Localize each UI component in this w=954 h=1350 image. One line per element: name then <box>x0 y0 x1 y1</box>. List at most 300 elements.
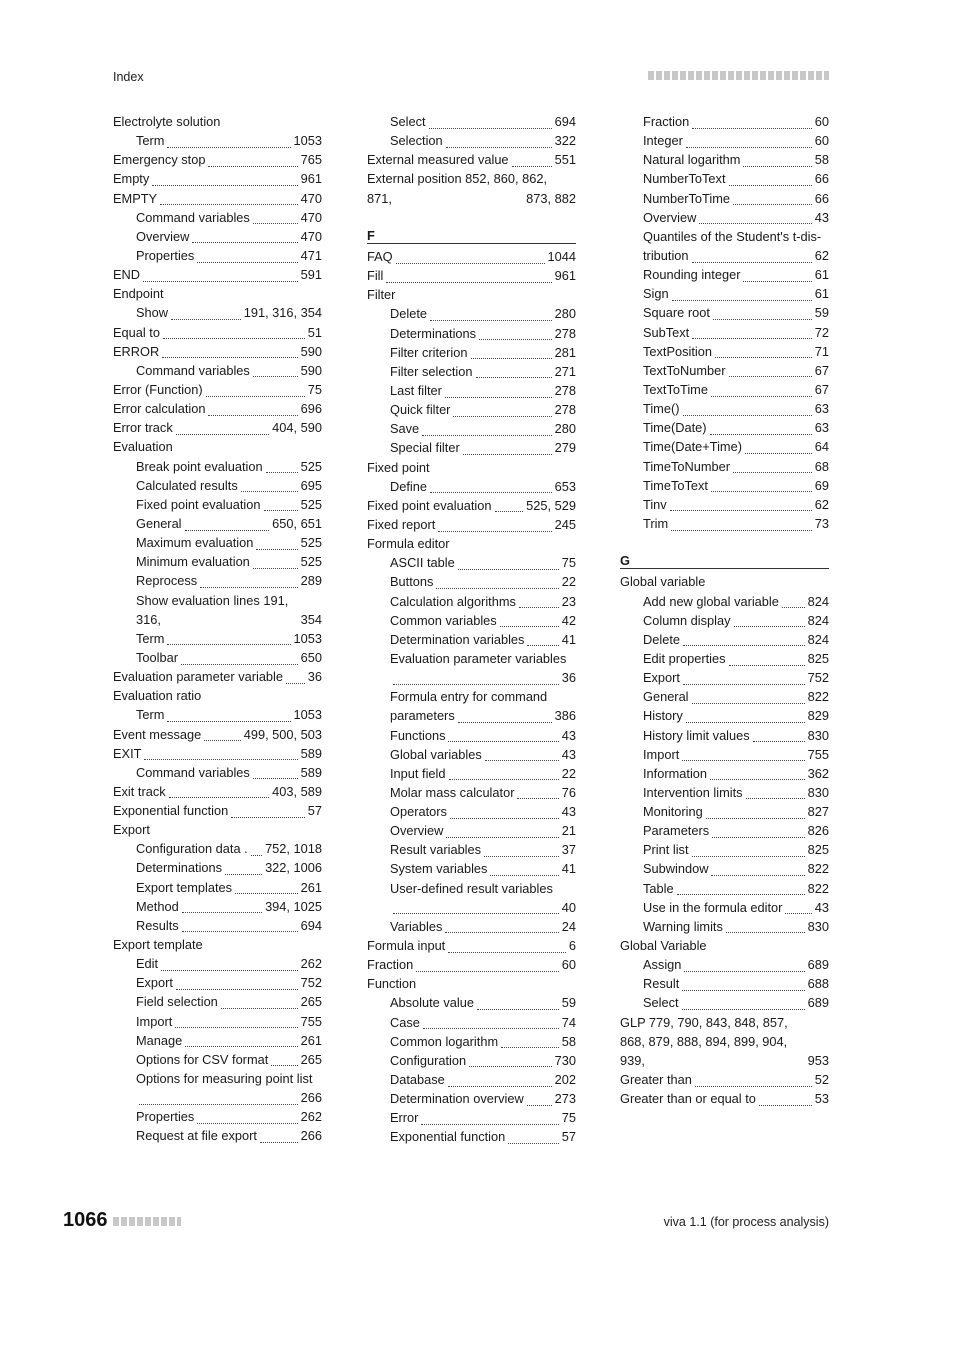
entry-page-refs: 591 <box>300 267 322 283</box>
entry-page-refs: 386 <box>554 708 576 724</box>
index-subentry <box>620 706 829 725</box>
entry-term: Case <box>390 1014 420 1030</box>
entry-page-refs: 1053 <box>293 133 322 149</box>
entry-page-refs: 36 <box>307 669 322 685</box>
dot-leader <box>692 329 812 339</box>
entry-term: Determination overview <box>390 1091 524 1107</box>
dot-leader <box>429 119 552 129</box>
index-subentry <box>620 265 829 284</box>
entry-page-refs: 36 <box>561 670 576 686</box>
dot-leader <box>416 962 559 972</box>
entry-page-refs: 824 <box>807 612 829 628</box>
entry-term: Overview <box>390 823 444 839</box>
entry-term: Manage <box>136 1032 183 1048</box>
dot-leader <box>733 195 812 205</box>
index-subentry <box>367 764 576 783</box>
entry-term: Edit <box>136 956 159 972</box>
entry-term: System variables <box>390 861 488 877</box>
dot-leader <box>743 272 811 282</box>
index-subentry <box>367 859 576 878</box>
entry-page-refs: 961 <box>300 171 322 187</box>
entry-term: Intervention limits <box>643 784 743 800</box>
entry-page-refs: 63 <box>814 401 829 417</box>
entry-term: Field selection <box>136 994 218 1010</box>
entry-page-refs: 830 <box>807 918 829 934</box>
dot-leader <box>692 847 805 857</box>
entry-term: Select <box>643 995 679 1011</box>
entry-term: Properties <box>136 1109 195 1125</box>
index-entry <box>367 247 576 266</box>
entry-page-refs: 63 <box>814 420 829 436</box>
index-subentry <box>367 1108 576 1127</box>
entry-page-refs: 689 <box>807 995 829 1011</box>
entry-page-refs: 525 <box>300 535 322 551</box>
index-entry <box>113 782 322 801</box>
entry-term: Last filter <box>390 382 442 398</box>
index-subentry <box>113 208 322 227</box>
dot-leader <box>517 789 558 799</box>
entry-term: Determinations <box>136 860 223 876</box>
index-subentry <box>367 821 576 840</box>
entry-page-refs: 1053 <box>293 707 322 723</box>
entry-term: Result variables <box>390 842 482 858</box>
dot-leader <box>160 195 298 205</box>
dot-leader <box>759 1096 812 1106</box>
dot-leader <box>241 482 298 492</box>
entry-term: Determination variables <box>390 631 525 647</box>
dot-leader <box>711 387 812 397</box>
entry-term: Tinv <box>643 496 667 512</box>
entry-term: Trim <box>643 515 669 531</box>
entry-term: Export template <box>113 937 203 953</box>
header-decoration-dots <box>648 71 829 80</box>
entry-page-refs: 59 <box>814 305 829 321</box>
entry-term: Reprocess <box>136 573 198 589</box>
index-subentry <box>620 859 829 878</box>
index-subentry <box>620 284 829 303</box>
index-subentry <box>367 726 576 745</box>
dot-leader <box>253 559 298 569</box>
dot-leader <box>253 214 298 224</box>
index-subentry <box>620 495 829 514</box>
entry-page-refs: 589 <box>300 745 322 761</box>
entry-term: Select <box>390 114 426 129</box>
dot-leader <box>729 176 812 186</box>
entry-term: Equal to <box>113 324 160 340</box>
section-spacer <box>620 533 829 552</box>
entry-page-refs: 830 <box>807 727 829 743</box>
index-subentry <box>113 992 322 1011</box>
dot-leader <box>729 656 805 666</box>
entry-page-refs: 824 <box>807 593 829 609</box>
index-subentry <box>620 131 829 150</box>
dot-leader <box>208 157 297 167</box>
dot-leader <box>225 865 262 875</box>
index-subentry <box>620 745 829 764</box>
entry-term: Molar mass calculator <box>390 784 515 800</box>
entry-page-refs: 755 <box>807 746 829 762</box>
entry-page-refs: 688 <box>807 976 829 992</box>
index-subentry <box>620 993 829 1012</box>
entry-page-refs: 470 <box>300 190 322 206</box>
entry-term: Command variables <box>136 764 250 780</box>
dot-leader <box>445 923 558 933</box>
dot-leader <box>266 463 298 473</box>
dot-leader <box>176 425 269 435</box>
dot-leader <box>139 1095 298 1105</box>
dot-leader <box>711 866 804 876</box>
entry-term: TextToTime <box>643 381 708 397</box>
entry-page-refs: 873, 882 <box>526 190 576 206</box>
entry-page-refs: 75 <box>561 555 576 571</box>
entry-term: NumberToText <box>643 171 726 187</box>
entry-term: Information <box>643 765 708 781</box>
entry-term: FAQ <box>367 248 393 264</box>
entry-page-refs: 825 <box>807 650 829 666</box>
dot-leader <box>446 138 552 148</box>
dot-leader <box>686 138 812 148</box>
index-subentry <box>113 533 322 552</box>
entry-page-refs: 471 <box>300 247 322 263</box>
entry-page-refs: 266 <box>300 1128 322 1144</box>
dot-leader <box>449 770 559 780</box>
dot-leader <box>253 367 298 377</box>
entry-term: Function <box>367 976 417 992</box>
entry-term: Print list <box>643 842 689 858</box>
entry-page-refs: 653 <box>554 478 576 494</box>
entry-page-refs: 262 <box>300 1109 322 1125</box>
dot-leader <box>682 981 804 991</box>
index-subentry <box>113 1012 322 1031</box>
entry-page-refs: 43 <box>561 727 576 743</box>
entry-term: Emergency stop <box>113 152 206 168</box>
index-subentry <box>367 381 576 400</box>
entry-term: TextToNumber <box>643 362 726 378</box>
index-entry <box>113 725 322 744</box>
dot-leader <box>143 272 298 282</box>
entry-page-refs: 765 <box>300 152 322 168</box>
dot-leader <box>421 1115 558 1125</box>
entry-term: Evaluation ratio <box>113 688 202 704</box>
entry-page-refs: 75 <box>307 381 322 397</box>
entry-page-refs: 499, 500, 503 <box>243 726 322 742</box>
entry-term: Configuration <box>390 1052 467 1068</box>
entry-page-refs: 827 <box>807 804 829 820</box>
dot-leader <box>181 655 298 665</box>
index-subentry <box>367 131 576 150</box>
entry-term: NumberToTime <box>643 190 730 206</box>
dot-leader <box>448 943 566 953</box>
index-subentry <box>367 611 576 630</box>
index-subentry <box>113 897 322 916</box>
dot-leader <box>176 980 298 990</box>
dot-leader <box>485 751 559 761</box>
dot-leader <box>733 463 812 473</box>
entry-term: Options for CSV format <box>136 1051 269 1067</box>
dot-leader <box>726 923 805 933</box>
dot-leader <box>161 961 298 971</box>
dot-leader <box>197 1114 297 1124</box>
entry-term: Exponential function <box>390 1129 506 1145</box>
entry-term: Fixed point <box>367 459 430 475</box>
index-subentry <box>620 649 829 668</box>
entry-page-refs: 362 <box>807 765 829 781</box>
entry-term: Endpoint <box>113 286 164 302</box>
index-subentry <box>620 246 829 265</box>
entry-page-refs: 826 <box>807 823 829 839</box>
dot-leader <box>448 732 558 742</box>
dot-leader <box>185 521 270 531</box>
index-entry <box>620 572 829 591</box>
entry-page-refs: 961 <box>554 268 576 284</box>
dot-leader <box>710 770 805 780</box>
dot-leader <box>484 847 559 857</box>
entry-term: Event message <box>113 726 202 742</box>
entry-page-refs: 280 <box>554 421 576 437</box>
index-subentry <box>367 324 576 343</box>
entry-term: General <box>136 515 182 531</box>
entry-term: Variables <box>390 918 443 934</box>
dot-leader <box>264 501 298 511</box>
index-entry <box>113 418 322 437</box>
entry-page-refs: 75 <box>561 1110 576 1126</box>
entry-term: Export <box>643 670 680 686</box>
entry-term: Filter selection <box>390 363 473 379</box>
index-subentry <box>367 592 576 611</box>
entry-term: Input field <box>390 765 446 781</box>
index-entry <box>113 284 322 303</box>
dot-leader <box>753 732 805 742</box>
entry-term: Determinations <box>390 325 477 341</box>
index-subentry <box>367 1013 576 1032</box>
dot-leader <box>745 444 812 454</box>
entry-page-refs: 22 <box>561 574 576 590</box>
entry-page-refs: 822 <box>807 861 829 877</box>
dot-leader <box>436 579 558 589</box>
entry-term: Operators <box>390 804 447 820</box>
entry-page-refs: 752 <box>807 670 829 686</box>
entry-term: External measured value <box>367 152 509 168</box>
entry-term: Calculated results <box>136 477 238 493</box>
index-entry <box>113 686 322 705</box>
entry-page-refs: 694 <box>300 917 322 933</box>
entry-term: Maximum evaluation <box>136 535 254 551</box>
index-entry <box>113 323 322 342</box>
entry-term: Global variable <box>620 574 706 590</box>
entry-page-refs: 66 <box>814 171 829 187</box>
entry-term: EMPTY <box>113 190 158 206</box>
entry-term: Time(Date) <box>643 420 707 436</box>
index-subentry <box>367 993 576 1012</box>
index-entry <box>367 974 576 993</box>
entry-page-refs: 191, 316, 354 <box>243 305 322 321</box>
entry-page-refs: 322, 1006 <box>265 860 322 876</box>
entry-page-refs: 261 <box>300 879 322 895</box>
entry-term: Table <box>643 880 674 896</box>
entry-page-refs: 62 <box>814 247 829 263</box>
entry-term: Subwindow <box>643 861 709 877</box>
entry-term: Overview <box>136 228 190 244</box>
entry-term: Show evaluation lines 191, <box>136 592 289 608</box>
index-subentry <box>620 840 829 859</box>
index-subentry <box>620 227 829 246</box>
entry-page-refs: 695 <box>300 477 322 493</box>
entry-term: Import <box>643 746 680 762</box>
footer-product-name: viva 1.1 (for process analysis) <box>663 1215 829 1229</box>
entry-page-refs: 289 <box>300 573 322 589</box>
index-entry <box>113 935 322 954</box>
dot-leader <box>197 253 297 263</box>
index-subentry <box>620 879 829 898</box>
dot-leader <box>251 846 262 856</box>
entry-term: Empty <box>113 171 150 187</box>
entry-term: Break point evaluation <box>136 458 263 474</box>
index-column-3 <box>620 112 829 1108</box>
dot-leader <box>446 828 558 838</box>
dot-leader <box>692 119 812 129</box>
entry-term: Export templates <box>136 879 233 895</box>
entry-term: Add new global variable <box>643 593 779 609</box>
entry-page-refs: 830 <box>807 784 829 800</box>
entry-term: Method <box>136 898 179 914</box>
entry-page-refs: 43 <box>561 746 576 762</box>
entry-page-refs: 37 <box>561 842 576 858</box>
entry-page-refs: 41 <box>561 631 576 647</box>
entry-page-refs: 261 <box>300 1032 322 1048</box>
index-subentry <box>367 706 576 725</box>
dot-leader <box>445 388 552 398</box>
entry-term: Delete <box>643 631 680 647</box>
index-entry <box>620 1089 829 1108</box>
entry-page-refs: 273 <box>554 1091 576 1107</box>
index-subentry <box>113 1107 322 1126</box>
index-subentry <box>113 973 322 992</box>
dot-leader <box>519 598 559 608</box>
dot-leader <box>208 406 297 416</box>
entry-page-refs: 61 <box>814 267 829 283</box>
index-subentry <box>620 783 829 802</box>
entry-page-refs: 953 <box>807 1052 829 1068</box>
index-subentry <box>620 611 829 630</box>
index-subentry <box>367 1089 576 1108</box>
index-subentry <box>620 150 829 169</box>
index-subentry <box>367 840 576 859</box>
entry-page-refs: 470 <box>300 209 322 225</box>
index-entry <box>367 955 576 974</box>
index-letter-heading: F <box>367 227 576 244</box>
index-entry <box>113 399 322 418</box>
dot-leader <box>192 233 297 243</box>
dot-leader <box>712 828 805 838</box>
dot-leader <box>476 368 552 378</box>
entry-page-refs: 822 <box>807 689 829 705</box>
dot-leader <box>672 291 812 301</box>
section-spacer <box>367 208 576 227</box>
index-subentry <box>367 1051 576 1070</box>
index-subentry <box>113 648 322 667</box>
entry-page-refs: 60 <box>561 957 576 973</box>
entry-term: Minimum evaluation <box>136 554 250 570</box>
index-subentry <box>367 438 576 457</box>
entry-term: END <box>113 267 141 283</box>
dot-leader <box>711 482 812 492</box>
entry-term: Buttons <box>390 574 434 590</box>
dot-leader <box>477 1000 559 1010</box>
entry-page-refs: 42 <box>561 612 576 628</box>
dot-leader <box>692 253 812 263</box>
index-entry <box>620 1070 829 1089</box>
index-subentry <box>367 1127 576 1146</box>
dot-leader <box>167 712 290 722</box>
index-entry <box>113 820 322 839</box>
dot-leader <box>169 788 270 798</box>
index-subentry <box>620 974 829 993</box>
dot-leader <box>235 884 298 894</box>
index-column-1 <box>113 112 322 1146</box>
entry-page-refs: 57 <box>561 1129 576 1145</box>
entry-term: Quick filter <box>390 402 451 418</box>
dot-leader <box>430 483 552 493</box>
entry-page-refs: 43 <box>814 899 829 915</box>
dot-leader <box>692 694 805 704</box>
entry-term: Configuration data . <box>136 841 248 857</box>
entry-term: Evaluation parameter variable <box>113 669 284 685</box>
index-subentry <box>620 514 829 533</box>
entry-page-refs: 6 <box>568 938 576 954</box>
dot-leader <box>167 138 290 148</box>
index-subentry <box>367 304 576 323</box>
index-subentry <box>620 342 829 361</box>
entry-page-refs: 68 <box>814 458 829 474</box>
entry-term: Error track <box>113 420 173 436</box>
index-subentry <box>620 955 829 974</box>
entry-page-refs: 58 <box>814 152 829 168</box>
index-subentry <box>113 303 322 322</box>
entry-page-refs: 60 <box>814 133 829 149</box>
index-entry <box>113 342 322 361</box>
index-subentry <box>367 630 576 649</box>
entry-term: TimeToText <box>643 477 708 493</box>
index-subentry <box>367 1032 576 1051</box>
dot-leader <box>175 1018 297 1028</box>
index-subentry <box>367 917 576 936</box>
entry-term: GLP 779, 790, 843, 848, 857, <box>620 1014 788 1030</box>
entry-term: Command variables <box>136 209 250 225</box>
index-subentry <box>367 362 576 381</box>
entry-page-refs: 72 <box>814 324 829 340</box>
index-entry <box>620 1032 829 1051</box>
index-subentry <box>367 898 576 917</box>
dot-leader <box>430 311 552 321</box>
index-subentry <box>620 687 829 706</box>
index-entry <box>113 112 322 131</box>
entry-term: ASCII table <box>390 555 455 571</box>
entry-page-refs: 354 <box>300 611 322 627</box>
index-entry <box>113 437 322 456</box>
entry-page-refs: 278 <box>554 382 576 398</box>
index-subentry <box>620 764 829 783</box>
entry-term: Database <box>390 1072 445 1088</box>
index-entry <box>113 189 322 208</box>
dot-leader <box>271 1056 297 1066</box>
dot-leader <box>162 348 297 358</box>
entry-term: 871, <box>367 190 392 206</box>
dot-leader <box>458 560 559 570</box>
dot-leader <box>144 750 297 760</box>
entry-page-refs: 53 <box>814 1091 829 1107</box>
entry-term: Quantiles of the Student's t-dis- <box>643 228 822 244</box>
entry-term: Use in the formula editor <box>643 899 783 915</box>
